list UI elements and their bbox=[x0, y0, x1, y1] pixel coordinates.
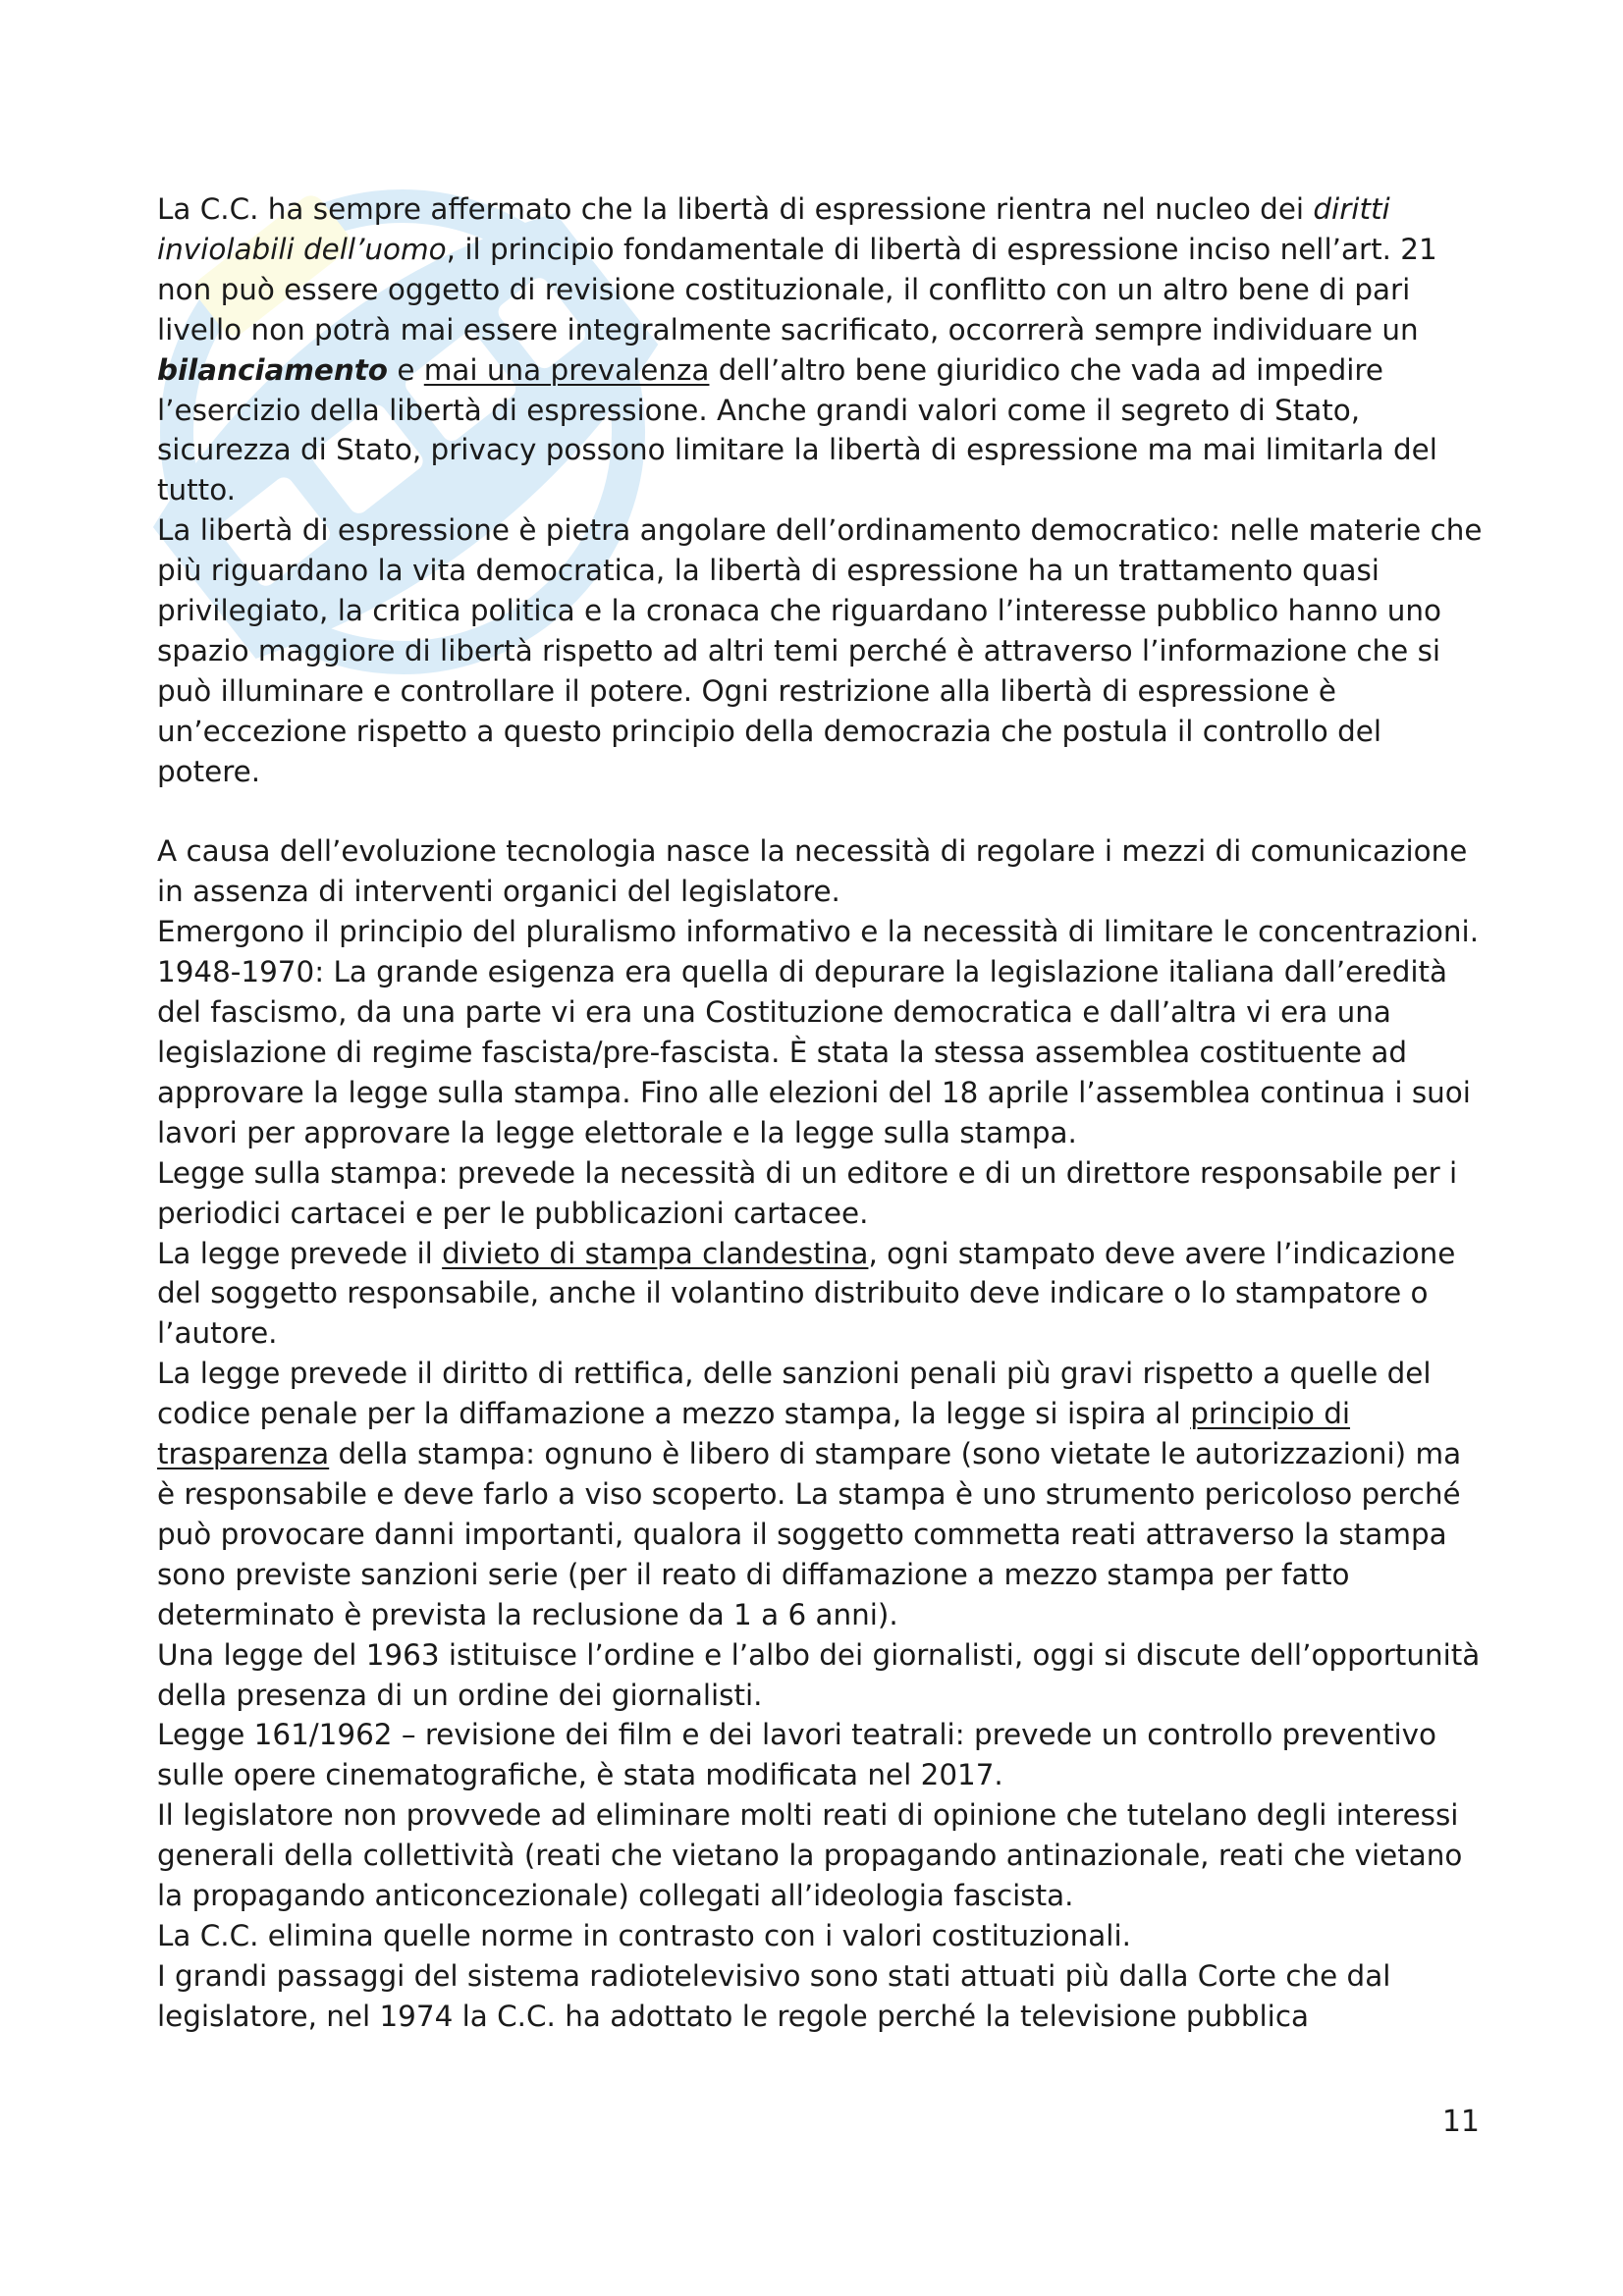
paragraph: I grandi passaggi del sistema radiotelevisivo sono stati attuati più dalla Corte che dal legislatore, nel 1974 la C.C. ha adottato le regole perché la televisione pubblica bbox=[157, 1958, 1391, 2033]
text-run: e bbox=[388, 352, 424, 387]
paragraph bbox=[157, 1354, 1483, 1634]
paragraph bbox=[157, 189, 1483, 510]
paragraph: Emergono il principio del pluralismo informativo e la necessità di limitare le concentrazioni. bbox=[157, 915, 1480, 949]
underlined-text: divieto di stampa clandestina bbox=[442, 1236, 869, 1270]
italic-text: diritti inviolabili dell’uomo bbox=[157, 192, 1390, 266]
paragraph: Legge 161/1962 – revisione dei film e dei lavori teatrali: prevede un controllo preventivo sulle opere cinematografiche, è stata modificata nel 2017. bbox=[157, 1718, 1437, 1792]
paragraph: A causa dell’evoluzione tecnologia nasce la necessità di regolare i mezzi di comunicazione in assenza di interventi organici del legislatore. bbox=[157, 834, 1468, 909]
paragraph: Una legge del 1963 istituisce l’ordine e l’albo dei giornalisti, oggi si discute dell’opportunità della presenza di un ordine dei giornalisti. bbox=[157, 1637, 1481, 1712]
page-number: 11 bbox=[1441, 2105, 1480, 2139]
blank-line bbox=[157, 792, 1483, 832]
paragraph: La libertà di espressione è pietra angolare dell’ordinamento democratico: nelle materie che più riguardano la vita democratica, la libertà di espressione ha un trattamento quasi privilegiato, la critica politica e la cronaca che riguardano l’interesse pubblico hanno uno spazio maggiore di libertà rispetto ad altri temi perché è attraverso l’informazione che si può illuminare e controllare il potere. Ogni restrizione alla libertà di espressione è un’eccezione rispetto a questo principio della democrazia che postula il controllo del potere. bbox=[157, 513, 1483, 788]
underlined-text: mai una prevalenza bbox=[423, 352, 710, 387]
text-run: La legge prevede il bbox=[157, 1236, 443, 1270]
underlined-text: principio di trasparenza bbox=[157, 1397, 1351, 1471]
text-run: La C.C. ha sempre affermato che la libertà di espressione rientra nel nucleo dei bbox=[157, 192, 1314, 226]
text-run: , ogni stampato deve avere l’indicazione del soggetto responsabile, anche il volantino distribuito deve indicare o lo stampatore o l’autore. bbox=[157, 1236, 1456, 1351]
text-run: della stampa: ognuno è libero di stampare (sono vietate le autorizzazioni) ma è responsabile e deve farlo a viso scoperto. La stampa è uno strumento pericoloso perché può provocare danni importanti, qualora il soggetto commetta reati attraverso la stampa sono previste sanzioni serie (per il reato di diffamazione a mezzo stampa per fatto determinato è prevista la reclusione da 1 a 6 anni). bbox=[157, 1437, 1462, 1631]
paragraph: Il legislatore non provvede ad eliminare molti reati di opinione che tutelano degli interessi generali della collettività (reati che vietano la propagando antinazionale, reati che vietano la propagando anticoncezionale) collegati all’ideologia fascista. bbox=[157, 1798, 1463, 1913]
document-body bbox=[157, 189, 1483, 2037]
paragraph: La C.C. elimina quelle norme in contrasto con i valori costituzionali. bbox=[157, 1918, 1131, 1952]
text-run: , il principio fondamentale di libertà di espressione inciso nell’art. 21 non può essere oggetto di revisione costituzionale, il conflitto con un altro bene di pari livello non potrà mai essere integralmente sacrificato, occorrerà sempre individuare un bbox=[157, 232, 1437, 347]
paragraph: 1948-1970: La grande esigenza era quella di depurare la legislazione italiana dall’eredità del fascismo, da una parte vi era una Costituzione democratica e dall’altra vi era una legislazione di regime fascista/pre-fascista. È stata la stessa assemblea costituente ad approvare la legge sulla stampa. Fino alle elezioni del 18 aprile l’assemblea continua i suoi lavori per approvare la legge elettorale e la legge sulla stampa. bbox=[157, 955, 1471, 1149]
paragraph: Legge sulla stampa: prevede la necessità di un editore e di un direttore responsabile per i periodici cartacei e per le pubblicazioni cartacee. bbox=[157, 1155, 1458, 1230]
text-run: La legge prevede il diritto di rettifica, delle sanzioni penali più gravi rispetto a quelle del codice penale per la diffamazione a mezzo stampa, la legge si ispira al bbox=[157, 1357, 1432, 1431]
paragraph bbox=[157, 1234, 1483, 1355]
text-run: dell’altro bene giuridico che vada ad impedire l’esercizio della libertà di espressione. Anche grandi valori come il segreto di Stato, sicurezza di Stato, privacy possono limitare la libertà di espressione ma mai limitarla del tutto. bbox=[157, 352, 1437, 507]
bold-italic-text: bilanciamento bbox=[157, 352, 388, 387]
